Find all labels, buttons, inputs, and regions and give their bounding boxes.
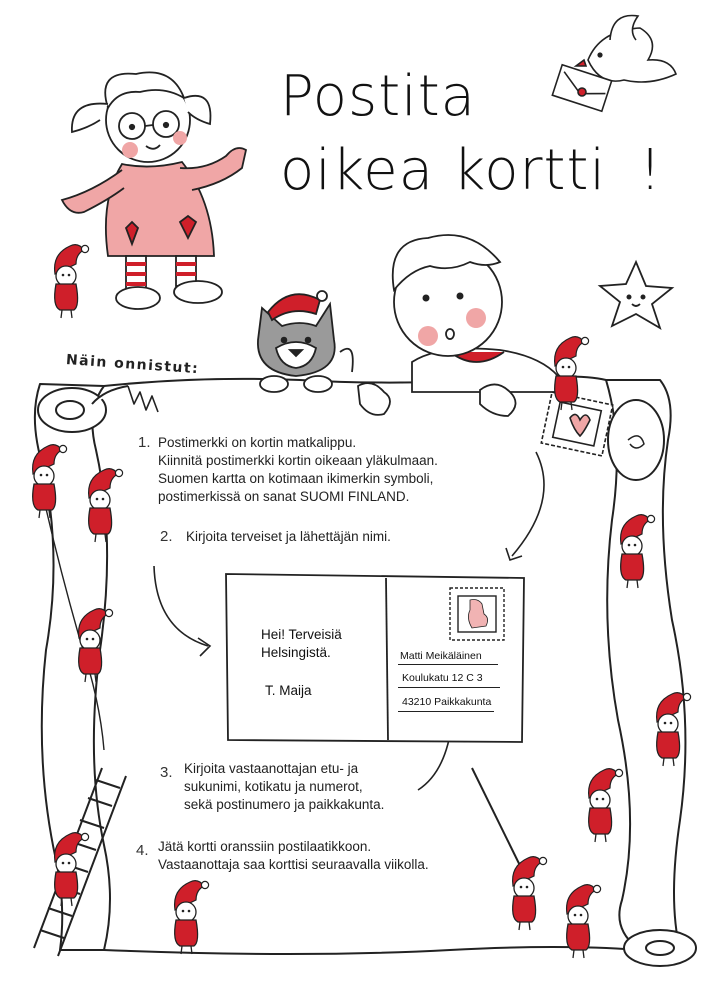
postcard-stamp-icon [450, 588, 504, 640]
address-name: Matti Meikäläinen [400, 650, 482, 662]
postcard-signature: T. Maija [265, 683, 312, 698]
step-number: 3. [160, 764, 173, 781]
message-line: Hei! Terveisiä [261, 627, 342, 642]
step-line: Kiinnitä postimerkki kortin oikeaan yläkulmaan. [158, 453, 438, 468]
cat-icon [258, 291, 353, 392]
elf-icon [79, 609, 113, 682]
step-line: postimerkissä on sanat SUOMI FINLAND. [158, 489, 410, 504]
page-title [280, 60, 662, 208]
scroll-heading: Näin onnistut: [65, 352, 200, 378]
step-line: sukunimi, kotikatu ja numerot, [184, 779, 363, 794]
step-line: Vastaanottaja saa korttisi seuraavalla viikolla. [158, 857, 429, 872]
address-rule [398, 711, 494, 712]
step-line: sekä postinumero ja paikkakunta. [184, 797, 385, 812]
star-icon [600, 262, 672, 328]
step-3 [160, 760, 440, 816]
title-line-2-text: oikea kortti [280, 138, 607, 203]
step-line: Suomen kartta on kotimaan ikimerkin symboli, [158, 471, 434, 486]
step-number: 4. [136, 842, 149, 859]
step-1 [138, 434, 518, 510]
message-line: Helsingistä. [261, 645, 331, 660]
elf-icon [55, 245, 89, 318]
boy-illustration [358, 235, 558, 416]
elf-icon [175, 881, 209, 954]
title-line-2 [280, 134, 662, 208]
step-number: 2. [160, 528, 173, 545]
step-line: Postimerkki on kortin matkalippu. [158, 435, 357, 450]
elf-icon [89, 469, 123, 542]
step-line: Kirjoita terveiset ja lähettäjän nimi. [186, 529, 391, 544]
title-line-1: Postita [280, 64, 476, 129]
address-street: Koulukatu 12 C 3 [402, 672, 483, 684]
postcard-message [261, 626, 342, 662]
step-2 [160, 528, 460, 548]
stamp-icon [541, 392, 612, 456]
address-postal: 43210 Paikkakunta [402, 696, 492, 708]
step-line: Jätä kortti oranssiin postilaatikkoon. [158, 839, 372, 854]
step-4 [136, 838, 516, 878]
step-line: Kirjoita vastaanottajan etu- ja [184, 761, 359, 776]
title-exclamation: ! [638, 138, 663, 203]
elf-icon [589, 769, 623, 842]
arrow-icon [154, 566, 210, 656]
address-rule [398, 687, 500, 688]
girl-illustration [62, 72, 246, 309]
elf-icon [513, 857, 547, 930]
address-rule [398, 664, 498, 665]
step-number: 1. [138, 434, 151, 451]
